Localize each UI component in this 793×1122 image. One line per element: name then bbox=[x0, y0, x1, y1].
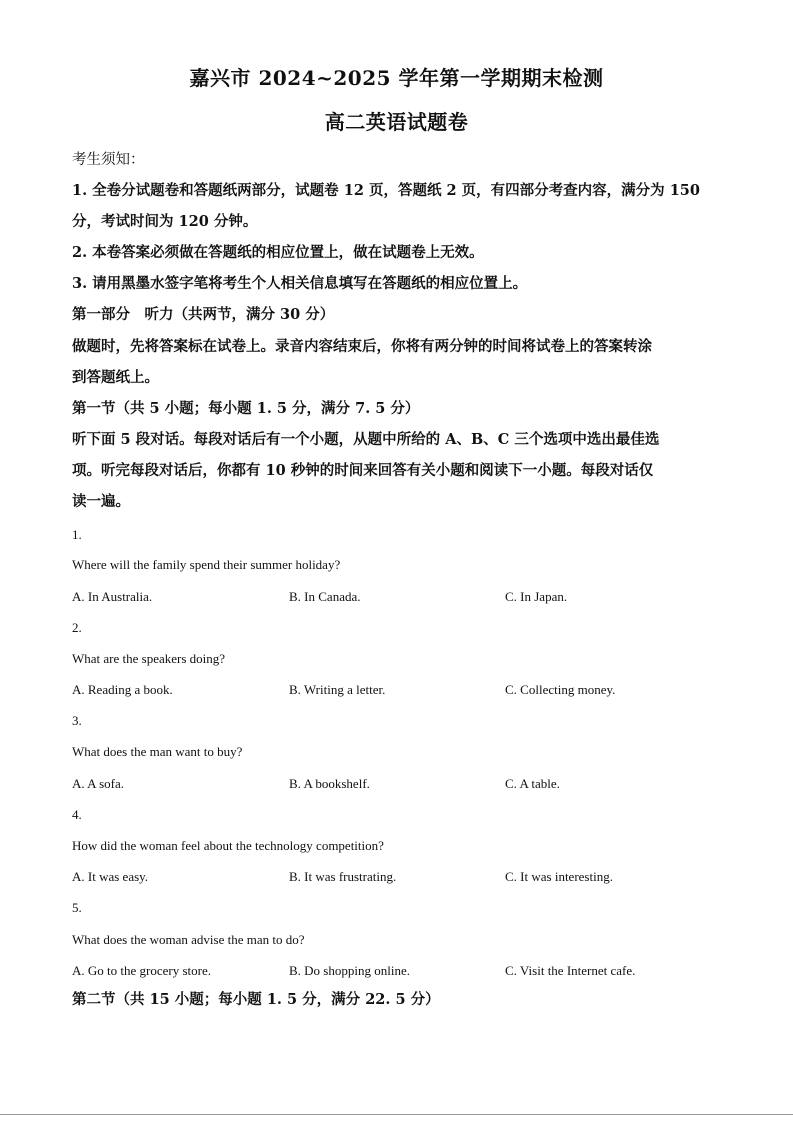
question-number: 5. bbox=[72, 900, 82, 915]
option-a: A. In Australia. bbox=[72, 589, 153, 604]
notice-item-1-line-2: 分，考试时间为 120 分钟。 bbox=[72, 213, 258, 230]
question-number: 3. bbox=[72, 713, 82, 728]
option-c: C. In Japan. bbox=[505, 589, 568, 604]
part1-instruction-line-2: 到答题纸上。 bbox=[72, 369, 159, 386]
option-b: B. Do shopping online. bbox=[289, 963, 410, 978]
option-b: B. In Canada. bbox=[289, 589, 361, 604]
notice-item-1-line-1: 1. 全卷分试题卷和答题纸两部分，试题卷 12 页，答题纸 2 页，有四部分考查内容，满分为 150 bbox=[72, 182, 700, 199]
option-c: C. Visit the Internet cafe. bbox=[505, 963, 636, 978]
option-b: B. Writing a letter. bbox=[289, 682, 386, 697]
question-number: 2. bbox=[72, 620, 82, 635]
question-text: How did the woman feel about the technology competition? bbox=[72, 838, 384, 853]
option-a: A. Go to the grocery store. bbox=[72, 963, 211, 978]
option-a: A. A sofa. bbox=[72, 776, 124, 791]
exam-subtitle: 高二英语试题卷 bbox=[324, 110, 469, 134]
question-text: Where will the family spend their summer holiday? bbox=[72, 557, 341, 572]
section1-instruction-line-3: 读一遍。 bbox=[72, 493, 130, 510]
question-text: What are the speakers doing? bbox=[72, 651, 226, 666]
option-c: C. It was interesting. bbox=[505, 869, 613, 884]
option-c: C. A table. bbox=[505, 776, 560, 791]
question-text: What does the man want to buy? bbox=[72, 744, 243, 759]
part1-instruction-line-1: 做题时，先将答案标在试卷上。录音内容结束后，你将有两分钟的时间将试卷上的答案转涂 bbox=[72, 338, 652, 355]
section1-heading: 第一节（共 5 小题；每小题 1. 5 分，满分 7. 5 分） bbox=[72, 400, 420, 417]
option-b: B. A bookshelf. bbox=[289, 776, 370, 791]
option-c: C. Collecting money. bbox=[505, 682, 616, 697]
section2-heading: 第二节（共 15 小题；每小题 1. 5 分，满分 22. 5 分） bbox=[72, 991, 440, 1008]
notice-item-3: 3. 请用黑墨水签字笔将考生个人相关信息填写在答题纸的相应位置上。 bbox=[72, 275, 528, 292]
part1-heading: 第一部分 听力（共两节，满分 30 分） bbox=[72, 306, 335, 323]
section1-instruction-line-1: 听下面 5 段对话。每段对话后有一个小题，从题中所给的 A、B、C 三个选项中选出最佳选 bbox=[72, 431, 660, 448]
question-text: What does the woman advise the man to do? bbox=[72, 932, 305, 947]
section1-instruction-line-2: 项。听完每段对话后，你都有 10 秒钟的时间来回答有关小题和阅读下一小题。每段对话仅 bbox=[72, 462, 654, 479]
page-bottom-rule bbox=[0, 1114, 793, 1115]
option-a: A. Reading a book. bbox=[72, 682, 173, 697]
option-b: B. It was frustrating. bbox=[289, 869, 397, 884]
question-number: 4. bbox=[72, 807, 82, 822]
option-a: A. It was easy. bbox=[72, 869, 149, 884]
exam-title: 嘉兴市 2024~2025 学年第一学期期末检测 bbox=[189, 66, 604, 90]
notice-item-2: 2. 本卷答案必须做在答题纸的相应位置上，做在试题卷上无效。 bbox=[72, 244, 484, 261]
question-number: 1. bbox=[72, 527, 82, 542]
notice-heading: 考生须知： bbox=[72, 152, 145, 168]
